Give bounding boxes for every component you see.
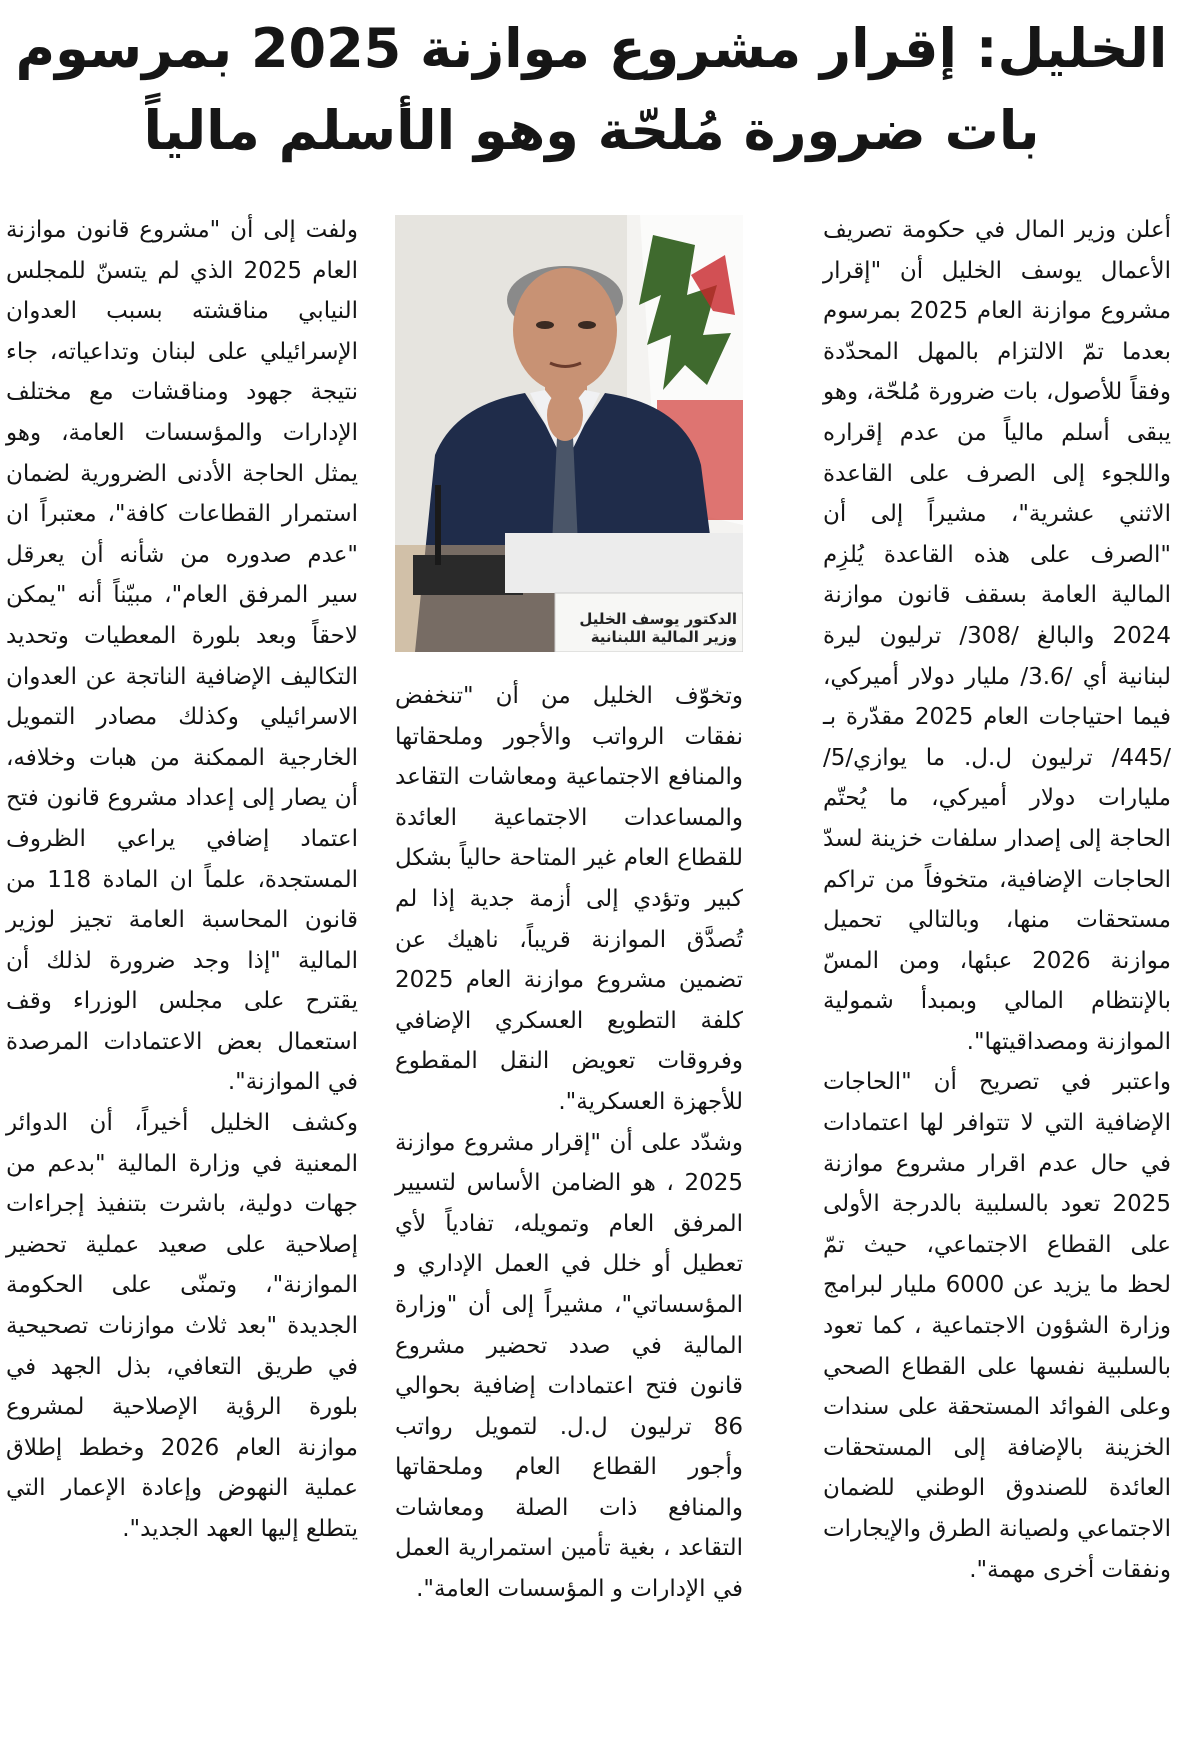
paragraph: ولفت إلى أن "مشروع قانون موازنة العام 2025 الذي لم يتسنّ للمجلس النيابي مناقشته بسبب العدوان الإسرائيلي على لبنان وتداعياته، جاء نتيجة جهود ومناقشات مع مختلف الإدارات والمؤسسات العامة، وهو يمثل الحاجة الأدنى الضرورية لضمان استمرار القطاعات كافة"، معتبراً ان "عدم صدوره من شأنه أن يعرقل سير المرفق العام"، مبيّناً أنه "يمكن لاحقاً وبعد بلورة المعطيات وتحديد التكاليف الإضافية الناتجة عن العدوان الاسرائيلي وكذلك مصادر التمويل الخارجية الممكنة من هبات وخلافه، أن يصار إلى إعداد مشروع قانون فتح اعتماد إضافي يراعي الظروف المستجدة، علماً ان المادة 118 من قانون المحاسبة العامة تجيز لوزير المالية "إذا وجد ضرورة لذلك أن يقترح على مجلس الوزراء وقف استعمال بعض الاعتمادات المرصدة في الموازنة". <box>6 217 358 1096</box>
portrait-illustration <box>395 215 743 652</box>
paragraph: وكشف الخليل أخيراً، أن الدوائر المعنية في وزارة المالية "بدعم من جهات دولية، باشرت بتنفيذ إجراءات إصلاحية على صعيد عملية تحضير الموازنة"، وتمنّى على الحكومة الجديدة "بعد ثلاث موازنات تصحيحية في طريق التعافي، بذل الجهد في بلورة الرؤية الإصلاحية لمشروع موازنة العام 2026 وخطط إطلاق عملية النهوض وإعادة الإعمار التي يتطلع إليها العهد الجديد". <box>6 1110 358 1542</box>
paragraph: وتخوّف الخليل من أن "تنخفض نفقات الرواتب والأجور وملحقاتها والمنافع الاجتماعية ومعاشات التقاعد والمساعدات الاجتماعية العائدة للقطاع العام غير المتاحة حالياً بشكل كبير وتؤدي إلى أزمة جدية إذا لم تُصدَّق الموازنة قريباً، ناهيك عن تضمين مشروع موازنة العام 2025 كلفة التطويع العسكري الإضافي وفروقات تعويض النقل المقطوع للأجهزة العسكرية". <box>395 683 743 1115</box>
headline-line-1: الخليل: إقرار مشروع موازنة 2025 بمرسوم <box>15 17 1168 80</box>
caption-title: وزير المالية اللبنانية <box>590 628 737 646</box>
caption-name: الدكتور يوسف الخليل <box>579 610 737 628</box>
minister-photo <box>395 215 743 652</box>
paragraph: وشدّد على أن "إقرار مشروع موازنة 2025 ، هو الضامن الأساس لتسيير المرفق العام وتمويله، تفادياً لأي تعطيل أو خلل في العمل الإداري و المؤسساتي"، مشيراً إلى أن "وزارة المالية في صدد تحضير مشروع قانون فتح اعتمادات إضافية بحوالي 86 ترليون ل.ل. لتمويل رواتب وأجور القطاع العام وملحقاتها والمنافع ذات الصلة ومعاشات التقاعد ، بغية تأمين استمرارية العمل في الإدارات و المؤسسات العامة". <box>395 1129 743 1603</box>
headline <box>10 8 1173 172</box>
article-column-right <box>823 210 1171 1590</box>
photo-caption <box>567 610 737 646</box>
paragraph: واعتبر في تصريح أن "الحاجات الإضافية التي لا تتوافر لها اعتمادات في حال عدم اقرار مشروع موازنة 2025 تعود بالسلبية بالدرجة الأولى على القطاع الاجتماعي، حيث تمّ لحظ ما يزيد عن 6000 مليار لبرامج وزارة الشؤون الاجتماعية ، كما تعود بالسلبية نفسها على القطاع الصحي وعلى الفوائد المستحقة على سندات الخزينة بالإضافة إلى المستحقات العائدة للصندوق الوطني للضمان الاجتماعي ولصيانة الطرق والإيجارات ونفقات أخرى مهمة". <box>823 1069 1171 1583</box>
article-column-middle <box>395 676 743 1610</box>
headline-line-2: بات ضرورة مُلحّة وهو الأسلم مالياً <box>143 99 1040 162</box>
article-column-left <box>6 210 358 1550</box>
paragraph: أعلن وزير المال في حكومة تصريف الأعمال يوسف الخليل أن "إقرار مشروع موازنة العام 2025 بمرسوم بعدما تمّ الالتزام بالمهل المحدّدة وفقاً للأصول، بات ضرورة مُلحّة، وهو يبقى أسلم مالياً من عدم إقراره واللجوء إلى الصرف على القاعدة الاثني عشرية"، مشيراً إلى أن "الصرف على هذه القاعدة يُلزِم المالية العامة بسقف قانون موازنة 2024 والبالغ /308/ ترليون ليرة لبنانية أي /3.6/ مليار دولار أميركي، فيما احتياجات العام 2025 مقدّرة بـ /445/ ترليون ل.ل. ما يوازي/5/ مليارات دولار أميركي، ما يُحتّم الحاجة إلى إصدار سلفات خزينة لسدّ الحاجات الإضافية، متخوفاً من تراكم مستحقات منها، وبالتالي تحميل موازنة 2026 عبئها، ومن المسّ بالإنتظام المالي وبمبدأ شمولية الموازنة ومصداقيتها". <box>823 217 1172 1055</box>
